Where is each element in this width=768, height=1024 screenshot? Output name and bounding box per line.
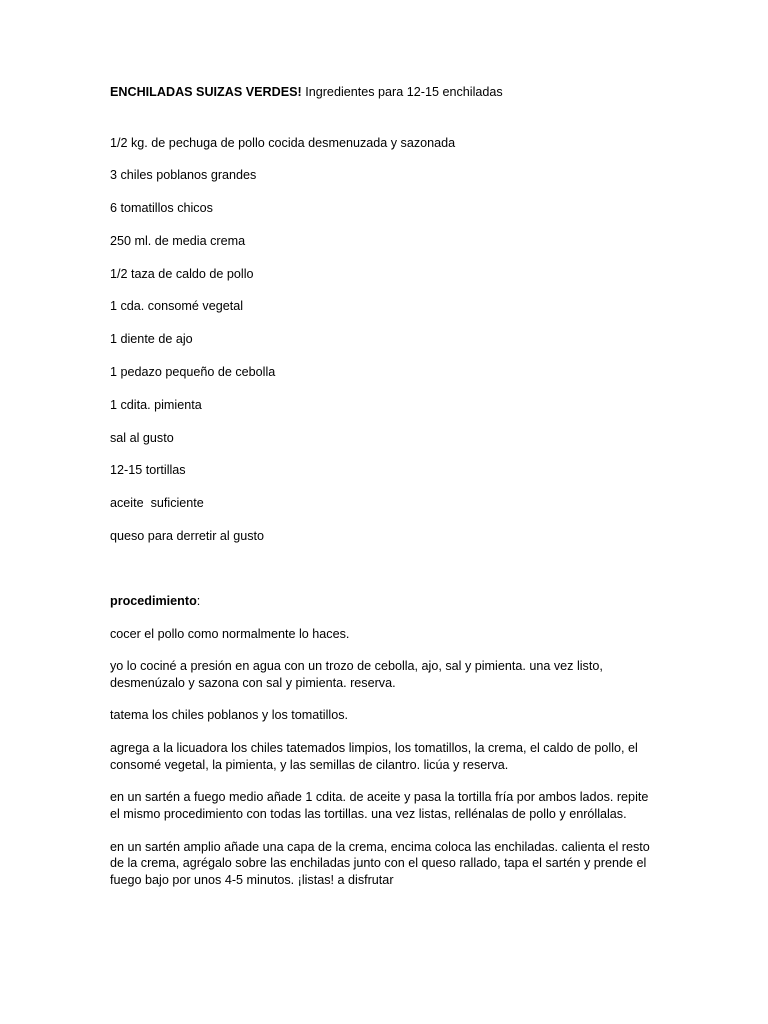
ingredient-item: 1 cda. consomé vegetal (110, 299, 244, 314)
ingredient-item: queso para derretir al gusto (110, 529, 265, 544)
procedure-heading (110, 593, 655, 610)
ingredient-item: 6 tomatillos chicos (110, 201, 213, 216)
ingredient-item: 1 diente de ajo (110, 332, 193, 347)
ingredient-item: 1/2 taza de caldo de pollo (110, 266, 254, 281)
procedure-steps (110, 626, 655, 888)
recipe-document (110, 84, 655, 904)
ingredient-item: 1 cdita. pimienta (110, 397, 202, 412)
ingredient-item: aceite suficiente (110, 496, 204, 511)
ingredient-item: 250 ml. de media crema (110, 233, 246, 248)
procedure-step: tatema los chiles poblanos y los tomatillos. (110, 708, 348, 723)
ingredient-item: 3 chiles poblanos grandes (110, 168, 257, 183)
recipe-title-bold: ENCHILADAS SUIZAS VERDES! (110, 85, 302, 99)
procedure-step: en un sartén a fuego medio añade 1 cdita. de aceite y pasa la tortilla fría por ambos lados. repite el mismo procedimiento con todas las tortillas. una vez listas, rellénalas de pollo y enróllalas. (110, 790, 649, 821)
ingredient-list (110, 135, 655, 545)
procedure-heading-colon: : (196, 593, 201, 608)
recipe-title-subtitle: Ingredientes para 12-15 enchiladas (301, 85, 503, 99)
procedure-step: cocer el pollo como normalmente lo haces. (110, 626, 350, 641)
ingredient-item: 1/2 kg. de pechuga de pollo cocida desmenuzada y sazonada (110, 135, 456, 150)
ingredient-item: sal al gusto (110, 430, 174, 445)
procedure-heading-label: procedimiento (110, 593, 197, 608)
procedure-step: en un sartén amplio añade una capa de la crema, encima coloca las enchiladas. calienta el resto de la crema, agrégalo sobre las enchiladas junto con el queso rallado, tapa el sartén y prende el fuego bajo por unos 4-5 minutos. ¡listas! a disfrutar (110, 839, 650, 887)
procedure-step: yo lo cociné a presión en agua con un trozo de cebolla, ajo, sal y pimienta. una vez listo, desmenúzalo y sazona con sal y pimienta. reserva. (110, 659, 603, 690)
ingredient-item: 12-15 tortillas (110, 463, 186, 478)
ingredient-item: 1 pedazo pequeño de cebolla (110, 365, 276, 380)
procedure-step: agrega a la licuadora los chiles tatemados limpios, los tomatillos, la crema, el caldo de pollo, el consomé vegetal, la pimienta, y las semillas de cilantro. licúa y reserva. (110, 741, 638, 772)
recipe-title (110, 84, 655, 101)
